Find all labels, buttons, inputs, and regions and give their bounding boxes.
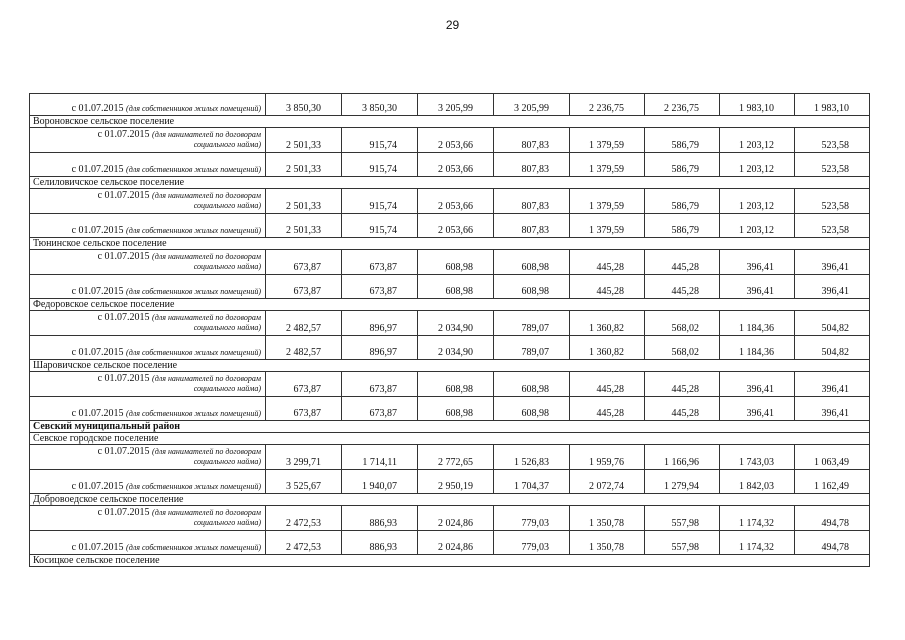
- row-note: (для собственников жилых помещений): [126, 287, 261, 296]
- tariff-value-cell: 1 983,10: [795, 94, 870, 116]
- row-label: [30, 153, 266, 177]
- tariff-value-cell: 2 501,33: [266, 128, 342, 153]
- tariff-value-cell: 608,98: [418, 250, 494, 275]
- tariff-value-cell: 608,98: [418, 372, 494, 397]
- tariff-row: [30, 336, 870, 360]
- tariff-value-cell: 1 379,59: [570, 189, 645, 214]
- row-label: [30, 445, 266, 470]
- settlement-header-row: [30, 494, 870, 506]
- tariff-value-cell: 396,41: [720, 275, 795, 299]
- row-note: (для собственников жилых помещений): [126, 482, 261, 491]
- settlement-title: Селиловичское сельское поселение: [30, 177, 870, 189]
- tariff-value-cell: 2 034,90: [418, 336, 494, 360]
- row-label: [30, 506, 266, 531]
- tariff-value-cell: 396,41: [795, 250, 870, 275]
- tariff-value-cell: 1 959,76: [570, 445, 645, 470]
- tariff-value-cell: 504,82: [795, 336, 870, 360]
- tariff-value-cell: 445,28: [570, 372, 645, 397]
- tariff-row: [30, 214, 870, 238]
- tariff-value-cell: 608,98: [494, 372, 570, 397]
- tariff-value-cell: 2 236,75: [645, 94, 720, 116]
- row-note: социального найма): [193, 384, 261, 393]
- tariff-value-cell: 1 166,96: [645, 445, 720, 470]
- row-note: (для собственников жилых помещений): [126, 348, 261, 357]
- tariff-value-cell: 2 472,53: [266, 506, 342, 531]
- tariff-value-cell: 1 714,11: [342, 445, 418, 470]
- tariff-value-cell: 2 053,66: [418, 214, 494, 238]
- row-note: социального найма): [193, 262, 261, 271]
- tariff-value-cell: 886,93: [342, 531, 418, 555]
- row-date: с 01.07.2015: [97, 129, 150, 140]
- tariff-value-cell: 1 350,78: [570, 531, 645, 555]
- row-note: (для собственников жилых помещений): [126, 226, 261, 235]
- tariff-value-cell: 1 203,12: [720, 189, 795, 214]
- row-label: [30, 336, 266, 360]
- tariff-value-cell: 673,87: [342, 275, 418, 299]
- tariff-row: [30, 531, 870, 555]
- tariff-value-cell: 1 743,03: [720, 445, 795, 470]
- settlement-header-row: [30, 360, 870, 372]
- row-note: социального найма): [193, 140, 261, 149]
- tariff-value-cell: 586,79: [645, 128, 720, 153]
- row-note: (для нанимателей по договорам: [152, 447, 261, 456]
- tariff-value-cell: 608,98: [494, 250, 570, 275]
- tariff-value-cell: 2 024,86: [418, 506, 494, 531]
- row-note: социального найма): [193, 323, 261, 332]
- tariff-value-cell: 2 053,66: [418, 189, 494, 214]
- tariff-value-cell: 2 053,66: [418, 153, 494, 177]
- tariff-value-cell: 2 236,75: [570, 94, 645, 116]
- tariff-value-cell: 807,83: [494, 153, 570, 177]
- tariff-value-cell: 807,83: [494, 189, 570, 214]
- row-note: (для нанимателей по договорам: [152, 374, 261, 383]
- row-label: [30, 531, 266, 555]
- row-date: с 01.07.2015: [97, 507, 150, 518]
- tariff-value-cell: 2 034,90: [418, 311, 494, 336]
- tariff-value-cell: 1 184,36: [720, 311, 795, 336]
- settlement-header-row: [30, 116, 870, 128]
- tariff-table-body: [30, 94, 870, 567]
- tariff-value-cell: 396,41: [795, 372, 870, 397]
- tariff-value-cell: 445,28: [645, 250, 720, 275]
- tariff-value-cell: 523,58: [795, 214, 870, 238]
- row-note: (для нанимателей по договорам: [152, 313, 261, 322]
- tariff-value-cell: 896,97: [342, 311, 418, 336]
- tariff-row: [30, 470, 870, 494]
- page-number: 29: [445, 18, 460, 32]
- tariff-value-cell: 396,41: [720, 250, 795, 275]
- tariff-value-cell: 3 850,30: [266, 94, 342, 116]
- tariff-value-cell: 586,79: [645, 214, 720, 238]
- tariff-value-cell: 915,74: [342, 128, 418, 153]
- tariff-value-cell: 673,87: [342, 372, 418, 397]
- tariff-value-cell: 1 184,36: [720, 336, 795, 360]
- tariff-value-cell: 1 162,49: [795, 470, 870, 494]
- row-date: с 01.07.2015: [71, 225, 124, 236]
- tariff-value-cell: 673,87: [342, 397, 418, 421]
- tariff-value-cell: 504,82: [795, 311, 870, 336]
- row-date: с 01.07.2015: [71, 347, 124, 358]
- row-note: социального найма): [193, 518, 261, 527]
- tariff-value-cell: 1 279,94: [645, 470, 720, 494]
- tariff-value-cell: 1 379,59: [570, 153, 645, 177]
- settlement-title: Шаровичское сельское поселение: [30, 360, 870, 372]
- tariff-value-cell: 2 501,33: [266, 189, 342, 214]
- row-label: [30, 275, 266, 299]
- tariff-value-cell: 1 174,32: [720, 531, 795, 555]
- tariff-value-cell: 2 482,57: [266, 311, 342, 336]
- row-label: [30, 189, 266, 214]
- settlement-title: Тюнинское сельское поселение: [30, 238, 870, 250]
- tariff-value-cell: 673,87: [342, 250, 418, 275]
- row-label: [30, 128, 266, 153]
- tariff-value-cell: 445,28: [645, 397, 720, 421]
- tariff-value-cell: 2 024,86: [418, 531, 494, 555]
- tariff-value-cell: 586,79: [645, 189, 720, 214]
- tariff-value-cell: 608,98: [418, 397, 494, 421]
- tariff-value-cell: 396,41: [795, 397, 870, 421]
- tariff-value-cell: 445,28: [570, 275, 645, 299]
- tariff-value-cell: 2 053,66: [418, 128, 494, 153]
- row-note: (для нанимателей по договорам: [152, 252, 261, 261]
- tariff-value-cell: 1 379,59: [570, 214, 645, 238]
- row-label: [30, 372, 266, 397]
- row-date: с 01.07.2015: [71, 286, 124, 297]
- tariff-value-cell: 2 482,57: [266, 336, 342, 360]
- settlement-title: Севское городское поселение: [30, 433, 870, 445]
- tariff-value-cell: 1 704,37: [494, 470, 570, 494]
- row-date: с 01.07.2015: [97, 251, 150, 262]
- tariff-row: [30, 311, 870, 336]
- tariff-value-cell: 2 072,74: [570, 470, 645, 494]
- tariff-value-cell: 445,28: [570, 250, 645, 275]
- tariff-value-cell: 1 983,10: [720, 94, 795, 116]
- row-label: [30, 470, 266, 494]
- tariff-value-cell: 2 501,33: [266, 153, 342, 177]
- row-date: с 01.07.2015: [97, 446, 150, 457]
- row-date: с 01.07.2015: [71, 542, 124, 553]
- tariff-value-cell: 557,98: [645, 531, 720, 555]
- tariff-value-cell: 523,58: [795, 189, 870, 214]
- tariff-value-cell: 608,98: [494, 397, 570, 421]
- row-note: (для собственников жилых помещений): [126, 543, 261, 552]
- tariff-value-cell: 1 174,32: [720, 506, 795, 531]
- tariff-value-cell: 3 299,71: [266, 445, 342, 470]
- tariff-value-cell: 396,41: [795, 275, 870, 299]
- row-date: с 01.07.2015: [71, 164, 124, 175]
- row-label: [30, 397, 266, 421]
- settlement-title: Добровоедское сельское поселение: [30, 494, 870, 506]
- tariff-value-cell: 523,58: [795, 153, 870, 177]
- tariff-value-cell: 807,83: [494, 128, 570, 153]
- tariff-value-cell: 396,41: [720, 372, 795, 397]
- row-note: социального найма): [193, 201, 261, 210]
- row-date: с 01.07.2015: [71, 103, 124, 114]
- tariff-value-cell: 1 360,82: [570, 336, 645, 360]
- tariff-value-cell: 445,28: [570, 397, 645, 421]
- row-note: (для собственников жилых помещений): [126, 165, 261, 174]
- tariff-value-cell: 1 203,12: [720, 214, 795, 238]
- row-label: [30, 214, 266, 238]
- settlement-header-row: [30, 555, 870, 567]
- tariff-value-cell: 779,03: [494, 531, 570, 555]
- tariff-value-cell: 586,79: [645, 153, 720, 177]
- tariff-value-cell: 673,87: [266, 397, 342, 421]
- tariff-value-cell: 1 350,78: [570, 506, 645, 531]
- tariff-row: [30, 153, 870, 177]
- tariff-value-cell: 3 205,99: [494, 94, 570, 116]
- tariff-value-cell: 1 940,07: [342, 470, 418, 494]
- tariff-value-cell: 896,97: [342, 336, 418, 360]
- tariff-value-cell: 1 842,03: [720, 470, 795, 494]
- settlement-header-row: [30, 433, 870, 445]
- row-date: с 01.07.2015: [97, 190, 150, 201]
- tariff-value-cell: 3 205,99: [418, 94, 494, 116]
- tariff-value-cell: 673,87: [266, 372, 342, 397]
- tariff-value-cell: 789,07: [494, 336, 570, 360]
- tariff-value-cell: 494,78: [795, 506, 870, 531]
- tariff-value-cell: 1 526,83: [494, 445, 570, 470]
- settlement-title: Вороновское сельское поселение: [30, 116, 870, 128]
- row-label: [30, 250, 266, 275]
- tariff-value-cell: 608,98: [494, 275, 570, 299]
- tariff-value-cell: 2 472,53: [266, 531, 342, 555]
- row-date: с 01.07.2015: [97, 312, 150, 323]
- settlement-header-row: [30, 238, 870, 250]
- tariff-value-cell: 1 203,12: [720, 128, 795, 153]
- tariff-row: [30, 506, 870, 531]
- district-title: Севский муниципальный район: [30, 421, 870, 433]
- tariff-value-cell: 779,03: [494, 506, 570, 531]
- tariff-value-cell: 568,02: [645, 336, 720, 360]
- settlement-header-row: [30, 177, 870, 189]
- tariff-value-cell: 673,87: [266, 250, 342, 275]
- row-label: [30, 94, 266, 116]
- tariff-value-cell: 915,74: [342, 189, 418, 214]
- tariff-row: [30, 250, 870, 275]
- tariff-value-cell: 789,07: [494, 311, 570, 336]
- tariff-value-cell: 445,28: [645, 372, 720, 397]
- row-note: социального найма): [193, 457, 261, 466]
- tariff-value-cell: 445,28: [645, 275, 720, 299]
- tariff-value-cell: 2 772,65: [418, 445, 494, 470]
- tariff-value-cell: 2 501,33: [266, 214, 342, 238]
- row-date: с 01.07.2015: [71, 408, 124, 419]
- tariff-row: [30, 275, 870, 299]
- tariff-value-cell: 1 203,12: [720, 153, 795, 177]
- tariff-value-cell: 557,98: [645, 506, 720, 531]
- tariff-value-cell: 494,78: [795, 531, 870, 555]
- row-date: с 01.07.2015: [71, 481, 124, 492]
- tariff-table: [29, 93, 870, 567]
- tariff-value-cell: 523,58: [795, 128, 870, 153]
- tariff-value-cell: 1 063,49: [795, 445, 870, 470]
- tariff-row: [30, 397, 870, 421]
- tariff-value-cell: 568,02: [645, 311, 720, 336]
- tariff-row: [30, 445, 870, 470]
- tariff-value-cell: 807,83: [494, 214, 570, 238]
- district-header-row: [30, 421, 870, 433]
- tariff-row: [30, 372, 870, 397]
- tariff-value-cell: 3 850,30: [342, 94, 418, 116]
- tariff-value-cell: 673,87: [266, 275, 342, 299]
- row-note: (для нанимателей по договорам: [152, 191, 261, 200]
- row-note: (для нанимателей по договорам: [152, 508, 261, 517]
- tariff-value-cell: 396,41: [720, 397, 795, 421]
- settlement-header-row: [30, 299, 870, 311]
- row-note: (для нанимателей по договорам: [152, 130, 261, 139]
- settlement-title: Федоровское сельское поселение: [30, 299, 870, 311]
- row-note: (для собственников жилых помещений): [126, 104, 261, 113]
- tariff-value-cell: 1 360,82: [570, 311, 645, 336]
- tariff-row: [30, 128, 870, 153]
- tariff-value-cell: 915,74: [342, 214, 418, 238]
- tariff-value-cell: 608,98: [418, 275, 494, 299]
- tariff-value-cell: 3 525,67: [266, 470, 342, 494]
- tariff-value-cell: 2 950,19: [418, 470, 494, 494]
- tariff-value-cell: 1 379,59: [570, 128, 645, 153]
- tariff-row: [30, 189, 870, 214]
- tariff-value-cell: 915,74: [342, 153, 418, 177]
- row-date: с 01.07.2015: [97, 373, 150, 384]
- row-label: [30, 311, 266, 336]
- row-note: (для собственников жилых помещений): [126, 409, 261, 418]
- tariff-value-cell: 886,93: [342, 506, 418, 531]
- tariff-row: [30, 94, 870, 116]
- settlement-title: Косицкое сельское поселение: [30, 555, 870, 567]
